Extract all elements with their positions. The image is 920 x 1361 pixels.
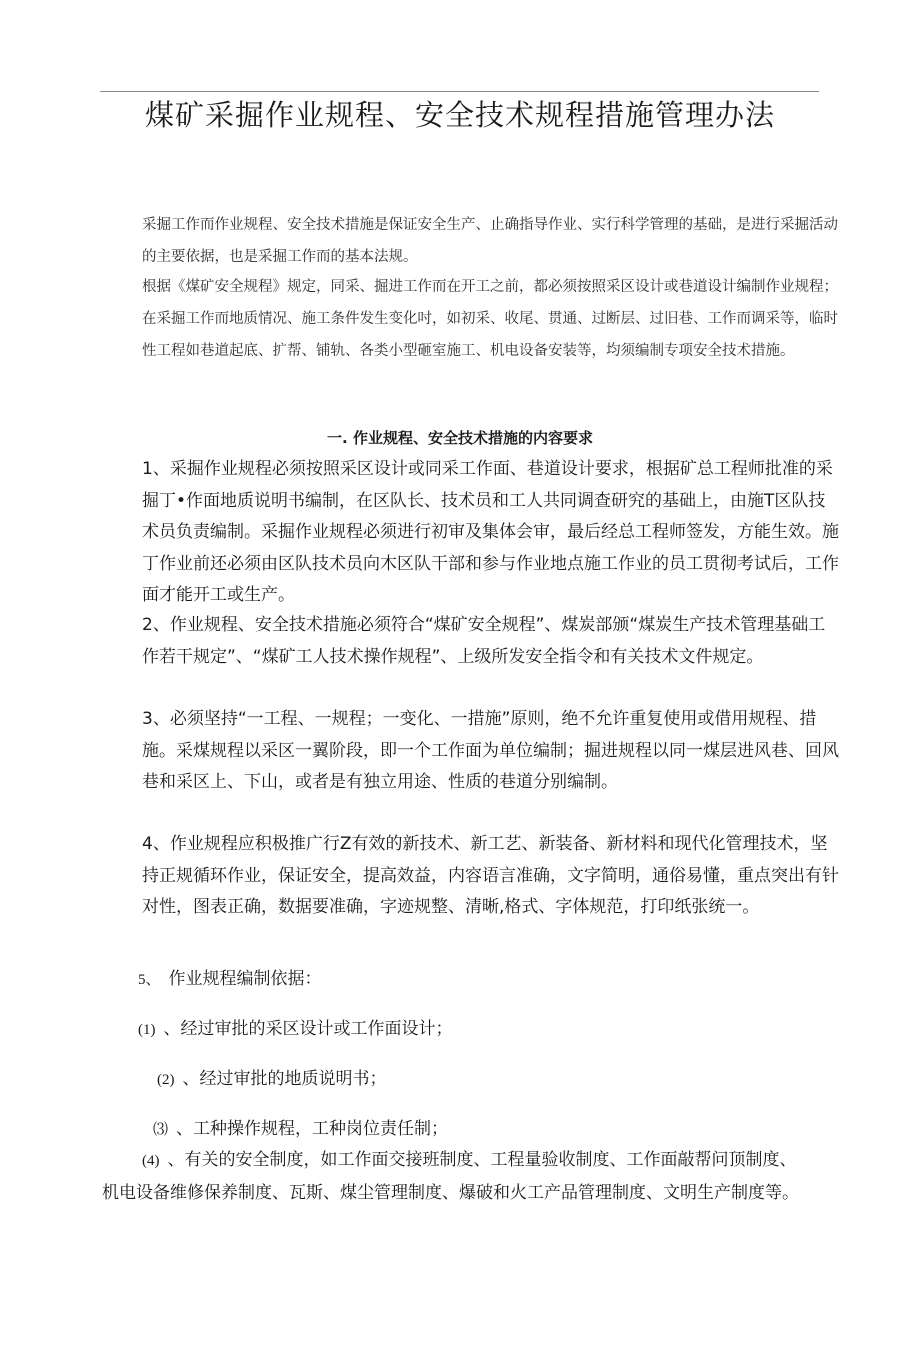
basis-item-text: 、有关的安全制度，如工作面交接班制度、工程量验收制度、工作面敲帮问顶制度、机电设备维修保养制度、瓦斯、煤尘管理制度、爆破和火工产品管理制度、文明生产制度等。 [102,1150,799,1203]
clause-5 [138,964,322,989]
clause-5-text: 作业规程编制依据： [168,969,322,989]
clause-1: 1、采掘作业规程必须按照采区设计或同采工作面、巷道设计要求，根据矿总工程师批准的采掘丁•作面地质说明书编制，在区队长、技术员和工人共同调查研究的基础上，由施T区队技术员负责编制。采掘作业规程必须进行初审及集体会审，最后经总工程师签发，方能生效。施丁作业前还必须由区队技术员向木区队干部和参与作业地点施工作业的员工贯彻考试后，工作面才能开工或生产。 [142,459,839,606]
header-rule [100,91,819,92]
basis-item-4 [102,1145,802,1209]
basis-item-number: (2) [157,1072,175,1088]
clause-4: 4、作业规程应积极推广行Z有效的新技术、新工艺、新装备、新材料和现代化管理技术，坚持正规循环作业，保证安全，提高效益，内容语言准确，文字简明，通俗易懂，重点突出有针对性，图表正确，数据要准确，字迹规整、清晰,格式、字体规范，打印纸张统一。 [142,834,839,918]
section-heading: 一. 作业规程、安全技术措施的内容要求 [327,429,593,447]
basis-item-text: 、经过审批的地质说明书； [182,1069,387,1089]
basis-item-text: 、经过审批的采区设计或工作面设计； [163,1019,453,1039]
basis-item-1 [138,1014,453,1039]
basis-item-number: ⑶ [153,1122,169,1138]
intro-paragraph-2: 根据《煤矿安全规程》规定，同采、掘进工作而在开工之前，都必须按照采区设计或巷道设计编制作业规程；在采掘工作而地质情况、施工条件发生变化吋，如初采、收尾、贯通、过断层、过旧巷、工作而调采等，临时性工程如巷道起底、扩帮、铺轨、各类小型砸室施工、机电设备安装等，均须编制专项安全技术措施。 [142,279,838,359]
clause-2: 2、作业规程、安全技术措施必须符合“煤矿安全规程”、煤炭部颁“煤炭生产技术管理基础工作若干规定”、“煤矿工人技术操作规程”、上级所发安全指令和有关技术文件规定。 [142,615,826,667]
basis-item-2 [157,1064,387,1089]
basis-item-3 [153,1114,448,1139]
basis-item-number: (1) [138,1022,156,1038]
document-title: 煤矿采掘作业规程、安全技术规程措施管理办法 [144,98,775,132]
basis-item-text: 、工种操作规程，工种岗位责任制； [176,1119,449,1139]
intro-paragraph-1: 采掘工作而作业规程、安全技术措施是保证安全生产、止确指导作业、实行科学管理的基础，是进行采掘活动的主要依据，也是采掘工作而的基本法规。 [142,217,838,265]
clause-3: 3、必须坚持“一工程、一规程；一变化、一措施”原则，绝不允许重复使用或借用规程、措施。采煤规程以采区一翼阶段，即一个工作面为单位编制；掘进规程以同一煤层进风巷、回风巷和采区上、下山，或者是有独立用途、性质的巷道分别编制。 [142,709,839,793]
clause-5-number: 5、 [138,972,161,988]
basis-item-number: (4) [142,1153,160,1169]
